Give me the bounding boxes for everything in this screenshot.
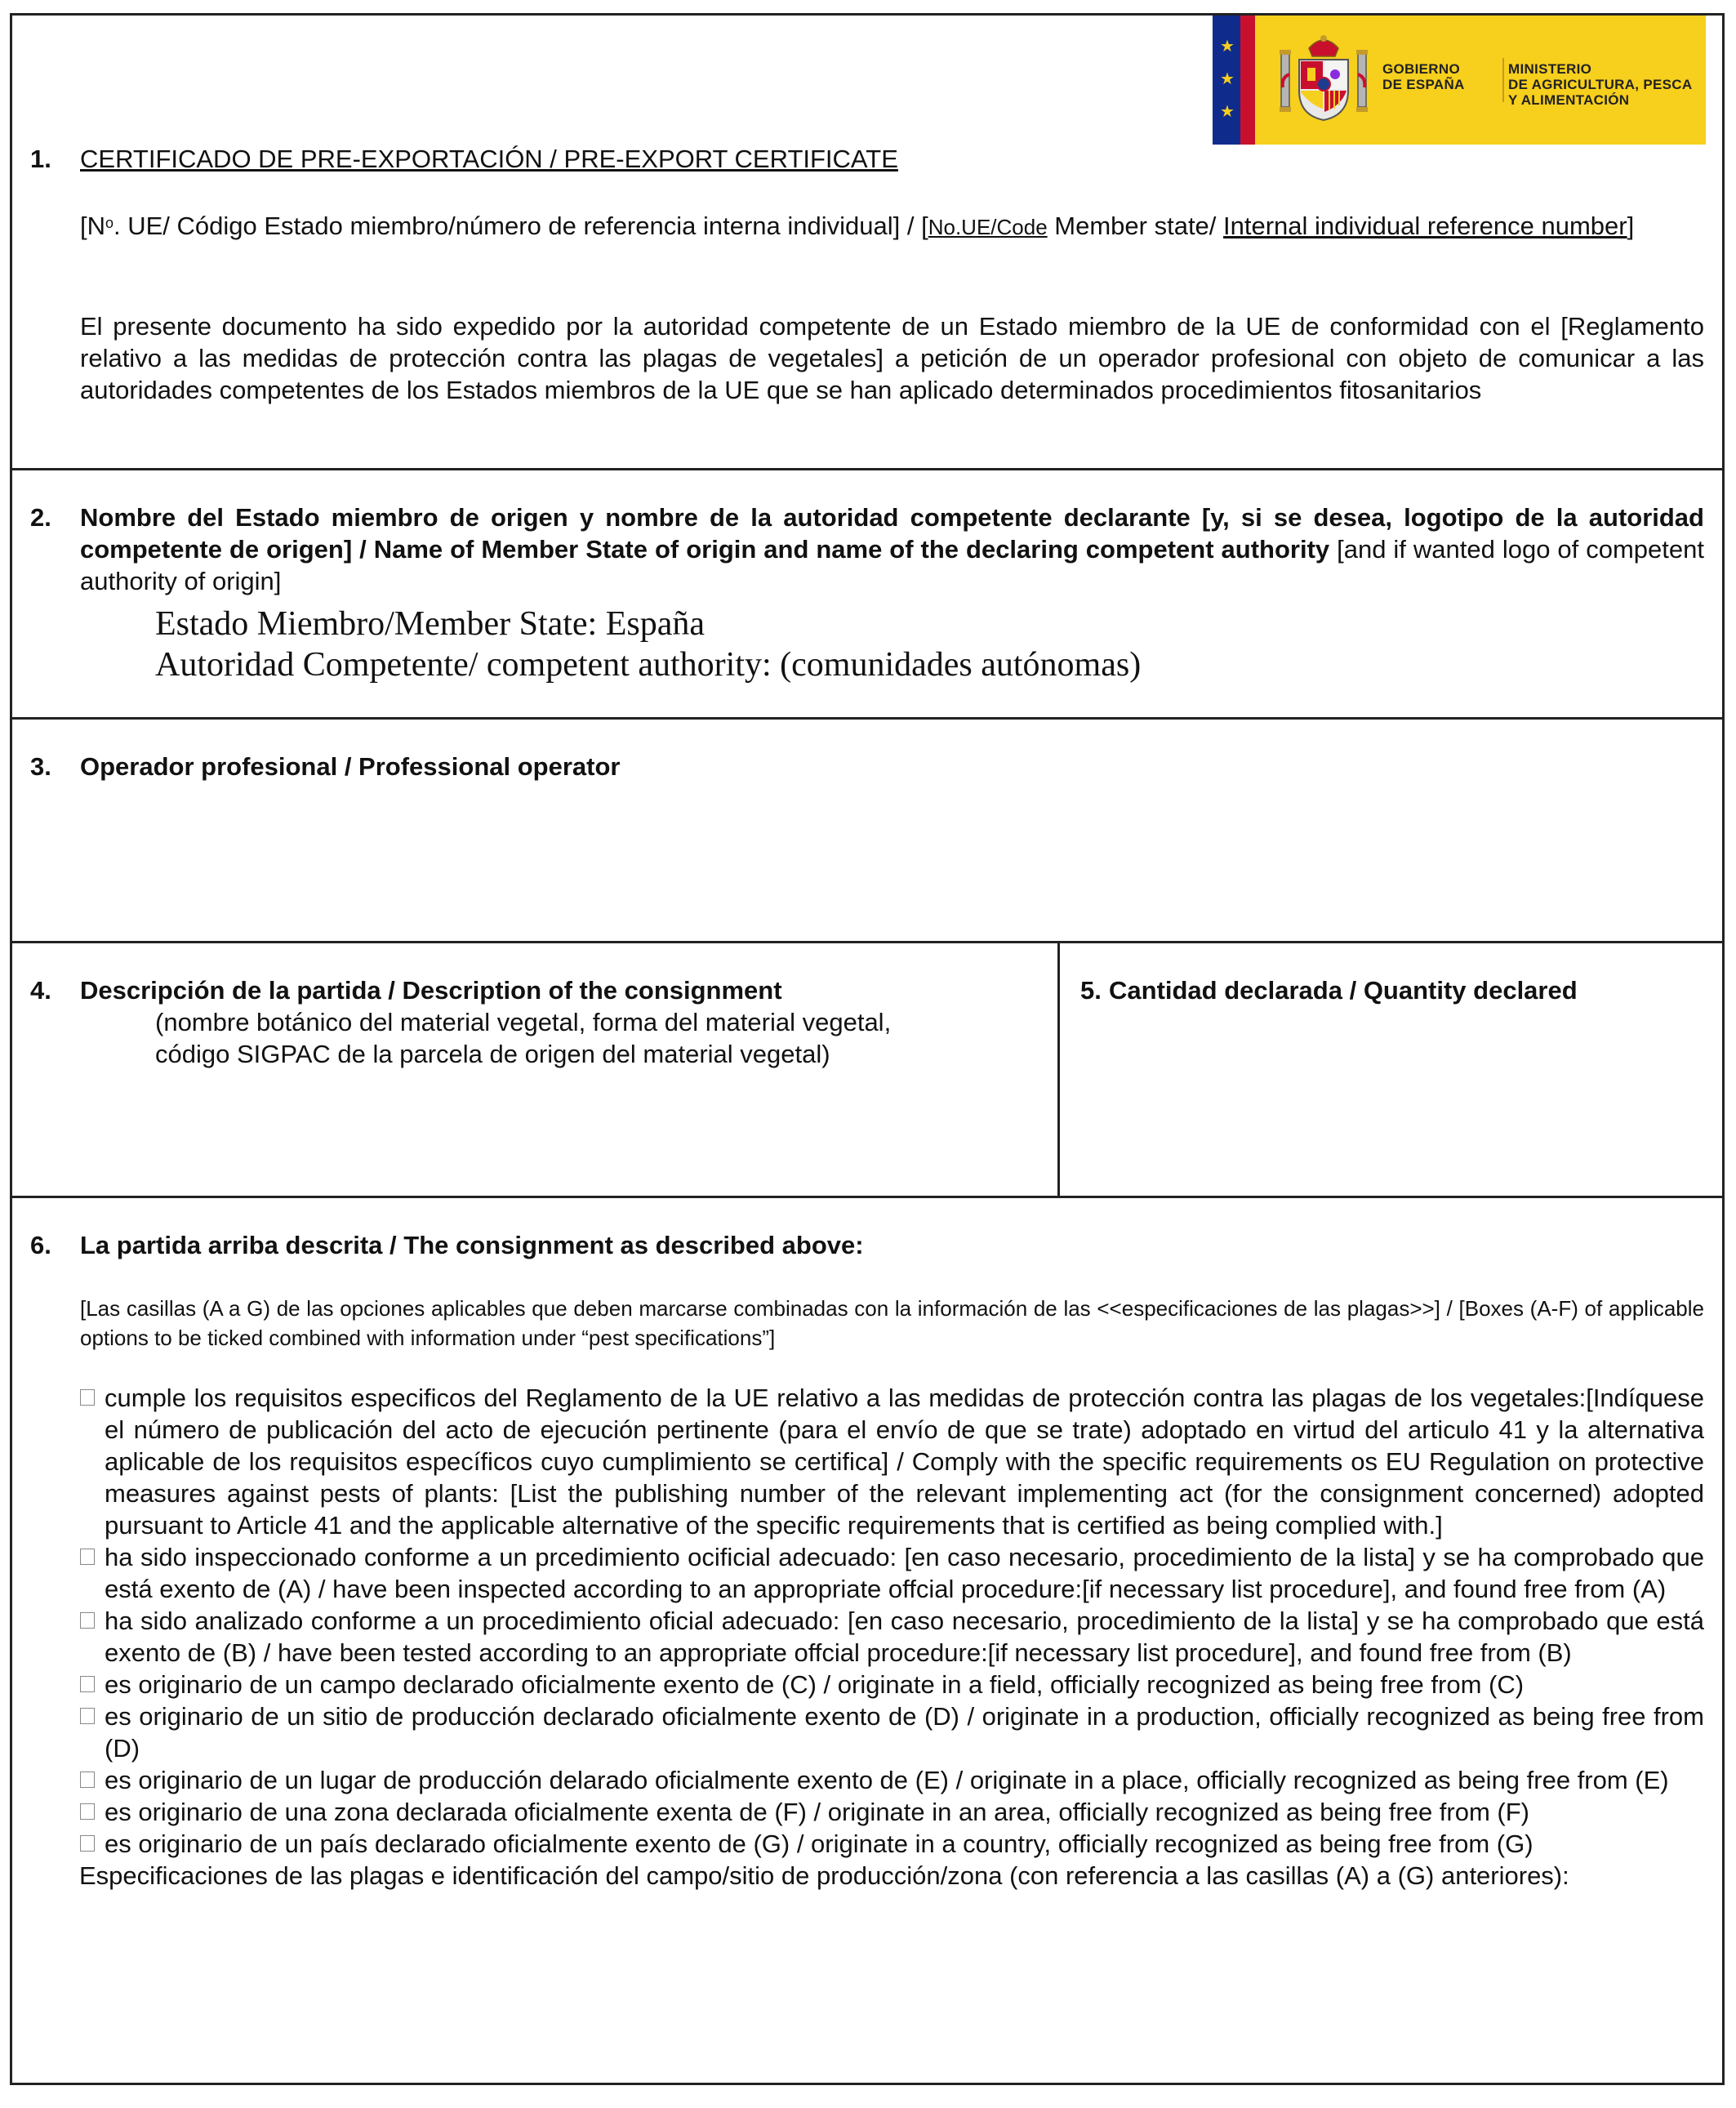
- option-checkbox[interactable]: [80, 1708, 95, 1724]
- option-inspected-a: ha sido inspeccionado conforme a un prcedimiento ocificial adecuado: [en caso necesario, procedimiento de la lista] y se ha comprobado que está exento de (A) / have been inspected according to an appropriate offcial procedure:[if necessary list procedure], and found free from (A): [80, 1541, 1704, 1605]
- consignment-description-hint-2: código SIGPAC de la parcela de origen del material vegetal): [155, 1040, 830, 1068]
- column-divider: [1057, 943, 1060, 1196]
- consignment-description-label: Descripción de la partida / Description of the consignment: [80, 976, 782, 1005]
- section-2-title: Nombre del Estado miembro de origen y nombre de la autoridad competente declarante [y, si se desea, logotipo de la autoridad competente de origen] / Name of Member State of origin and name of the declaring competent authority [and if wanted logo of competent authority of origin]: [80, 503, 1704, 595]
- section-1-number: 1.: [30, 145, 51, 173]
- option-checkbox[interactable]: [80, 1803, 95, 1820]
- options-checklist: [80, 1382, 1704, 1892]
- option-area-f: es originario de una zona declarada oficialmente exenta de (F) / originate in an area, officially recognized as being free from (F): [80, 1796, 1704, 1828]
- section-6: [12, 1198, 1722, 2088]
- logo-ministerio: MINISTERIO DE AGRICULTURA, PESCA Y ALIMENTACIÓN: [1508, 61, 1693, 108]
- option-checkbox[interactable]: [80, 1389, 95, 1406]
- section-6-number: 6.: [30, 1231, 51, 1259]
- option-country-g: es originario de un país declarado oficialmente exento de (G) / originate in a country, officially recognized as being free from (G): [80, 1828, 1704, 1860]
- section-2-number: 2.: [30, 503, 51, 532]
- option-specific-requirements: cumple los requisitos especificos del Reglamento de la UE relativo a las medidas de protección contra las plagas de los vegetales:[Indíquese el número de publicación del acto de ejecución pertinente (para el envío de que se trate) adoptado en virtud del articulo 41 y la alternativa aplicable de los requisitos específicos cuyo cumplimiento se certifica] / Comply with the specific requirements os EU Regulation on protective measures against pests of plants: [List the publishing number of the relevant implementing act (for the consignment concerned) adopted pursuant to Article 41 and the applicable alternative of the specific requirements that is certified as being complied with.]: [80, 1382, 1704, 1541]
- spain-coat-of-arms-icon: [1280, 33, 1368, 125]
- pest-specifications-label: Especificaciones de las plagas e identificación del campo/sitio de producción/zona (con referencia a las casillas (A) a (G) anteriores):: [79, 1861, 1569, 1890]
- option-field-c: es originario de un campo declarado oficialmente exento de (C) / originate in a field, officially recognized as being free from (C): [80, 1669, 1704, 1700]
- certificate-intro: El presente documento ha sido expedido por la autoridad competente de un Estado miembro de la UE de conformidad con el [Reglamento relativo a las medidas de protección contra las plagas de vegetales] a petición de un operador profesional con objeto de comunicar a las autoridades competentes de los Estados miembros de la UE que se han aplicado determinados procedimientos fitosanitarios: [80, 312, 1704, 404]
- section-4-number: 4.: [30, 976, 51, 1005]
- section-2: [12, 470, 1722, 720]
- option-place-e: es originario de un lugar de producción delarado oficialmente exento de (E) / originate in a place, officially recognized as being free from (E): [80, 1764, 1704, 1796]
- consignment-description-hint-1: (nombre botánico del material vegetal, forma del material vegetal,: [155, 1008, 892, 1036]
- section-5-number: 5.: [1080, 976, 1102, 1005]
- option-checkbox[interactable]: [80, 1772, 95, 1788]
- option-checkbox[interactable]: [80, 1676, 95, 1692]
- certificate-form: [10, 13, 1725, 2085]
- consignment-statement-title: La partida arriba descrita / The consignment as described above:: [80, 1231, 864, 1259]
- quantity-declared-label: Cantidad declarada / Quantity declared: [1109, 976, 1578, 1005]
- certificate-title: CERTIFICADO DE PRE-EXPORTACIÓN / PRE-EXPORT CERTIFICATE: [80, 145, 898, 173]
- boxes-instruction-note: [Las casillas (A a G) de las opciones aplicables que deben marcarse combinadas con la información de las <<especificaciones de las plagas>>] / [Boxes (A-F) of applicable options to be ticked combined with information under “pest specifications”]: [80, 1296, 1704, 1350]
- option-production-site-d: es originario de un sitio de producción declarado oficialmente exento de (D) / originate in a production, officially recognized as being free from (D): [80, 1700, 1704, 1764]
- reference-number-line: [$N^o$. UE/ Código Estado miembro/número de referencia interna individual] / [No.UE/Code Member state/ Internal individual reference number]: [80, 212, 1635, 240]
- option-checkbox[interactable]: [80, 1612, 95, 1629]
- option-tested-b: ha sido analizado conforme a un procedimiento oficial adecuado: [en caso necesario, procedimiento de la lista] y se ha comprobado que está exento de (B) / have been tested according to an appropriate offcial procedure:[if necessary list procedure], and found free from (B): [80, 1605, 1704, 1669]
- section-3: [12, 720, 1722, 943]
- logo-gobierno: GOBIERNO DE ESPAÑA: [1382, 61, 1465, 92]
- eu-flag-icon: ★ ★ ★: [1213, 16, 1240, 145]
- section-3-number: 3.: [30, 752, 51, 781]
- competent-authority-line: Autoridad Competente/ competent authority: (comunidades autónomas): [155, 646, 1142, 684]
- logo-divider: [1502, 58, 1504, 102]
- member-state-line: Estado Miembro/Member State: España: [155, 605, 706, 643]
- ministry-logo: [1213, 16, 1706, 145]
- section-4-5: [12, 943, 1722, 1198]
- section-1: [12, 16, 1722, 470]
- option-checkbox[interactable]: [80, 1549, 95, 1565]
- option-checkbox[interactable]: [80, 1835, 95, 1852]
- professional-operator-label: Operador profesional / Professional operator: [80, 752, 621, 781]
